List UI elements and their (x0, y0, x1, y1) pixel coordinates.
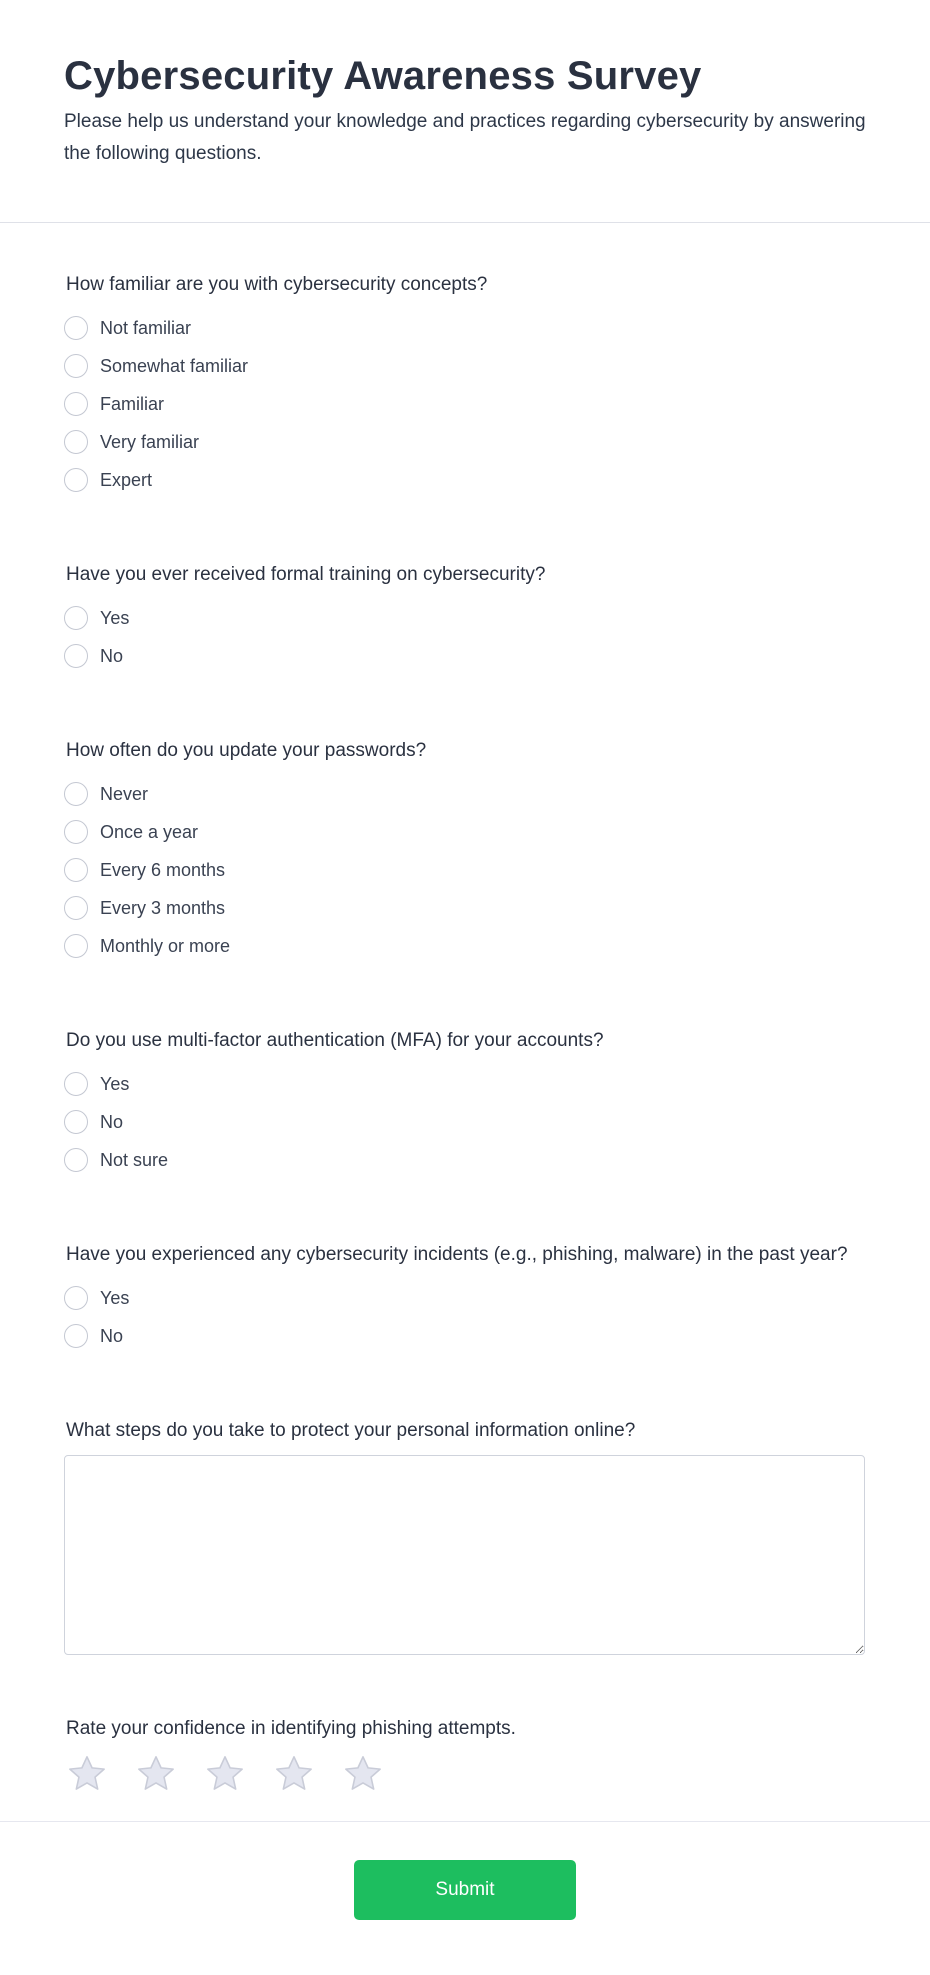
form-footer (0, 1821, 930, 1971)
radio-button[interactable] (64, 1324, 88, 1348)
star-rating (64, 1753, 866, 1795)
radio-group (64, 1279, 866, 1355)
star-icon[interactable] (204, 1753, 246, 1795)
option-label: Yes (100, 1287, 130, 1308)
option-label: Very familiar (100, 431, 200, 452)
radio-button[interactable] (64, 858, 88, 882)
question-label: Do you use multi-factor authentication (MFA) for your accounts? (66, 1030, 604, 1051)
question-mfa (64, 965, 866, 1179)
submit-button[interactable]: Submit (354, 1860, 576, 1920)
radio-option[interactable] (64, 927, 866, 965)
radio-option[interactable] (64, 385, 866, 423)
option-label: Once a year (100, 821, 199, 842)
radio-group (64, 775, 866, 965)
question-label: Have you experienced any cybersecurity incidents (e.g., phishing, malware) in the past year? (66, 1244, 848, 1265)
radio-option[interactable] (64, 1279, 866, 1317)
radio-option[interactable] (64, 347, 866, 385)
option-label: Not sure (100, 1149, 169, 1170)
option-label: No (100, 1111, 124, 1132)
star-icon[interactable] (135, 1753, 177, 1795)
radio-button[interactable] (64, 644, 88, 668)
radio-option[interactable] (64, 1141, 866, 1179)
question-label: How familiar are you with cybersecurity concepts? (66, 274, 488, 295)
radio-option[interactable] (64, 599, 866, 637)
option-label: Not familiar (100, 317, 192, 338)
radio-option[interactable] (64, 461, 866, 499)
radio-option[interactable] (64, 813, 866, 851)
star-icon[interactable] (66, 1753, 108, 1795)
option-label: Yes (100, 607, 130, 628)
radio-button[interactable] (64, 468, 88, 492)
radio-button[interactable] (64, 820, 88, 844)
radio-group (64, 1065, 866, 1179)
radio-button[interactable] (64, 316, 88, 340)
radio-button[interactable] (64, 1286, 88, 1310)
star-icon[interactable] (273, 1753, 315, 1795)
option-label: No (100, 1325, 124, 1346)
option-label: Expert (100, 469, 153, 490)
question-label: Rate your confidence in identifying phishing attempts. (66, 1718, 516, 1739)
radio-option[interactable] (64, 637, 866, 675)
page-title: Cybersecurity Awareness Survey (64, 54, 702, 98)
option-label: No (100, 645, 124, 666)
radio-group (64, 599, 866, 675)
question-password-updates (64, 675, 866, 965)
question-protection-steps (64, 1355, 866, 1655)
survey-form (0, 223, 930, 1795)
radio-option[interactable] (64, 775, 866, 813)
radio-button[interactable] (64, 782, 88, 806)
radio-group (64, 309, 866, 499)
radio-button[interactable] (64, 896, 88, 920)
radio-option[interactable] (64, 1317, 866, 1355)
radio-option[interactable] (64, 1103, 866, 1141)
radio-button[interactable] (64, 1110, 88, 1134)
protection-steps-textarea[interactable] (64, 1455, 865, 1655)
option-label: Yes (100, 1073, 130, 1094)
page-description: Please help us understand your knowledge and practices regarding cybersecurity by answering the following questions. (64, 111, 866, 164)
option-label: Never (100, 783, 149, 804)
radio-button[interactable] (64, 1072, 88, 1096)
radio-option[interactable] (64, 423, 866, 461)
radio-option[interactable] (64, 889, 866, 927)
star-icon[interactable] (342, 1753, 384, 1795)
radio-button[interactable] (64, 606, 88, 630)
radio-option[interactable] (64, 309, 866, 347)
radio-button[interactable] (64, 430, 88, 454)
option-label: Every 3 months (100, 897, 226, 918)
radio-option[interactable] (64, 851, 866, 889)
question-training (64, 499, 866, 675)
option-label: Familiar (100, 393, 165, 414)
question-incidents (64, 1179, 866, 1355)
question-label: Have you ever received formal training on cybersecurity? (66, 564, 546, 585)
radio-button[interactable] (64, 392, 88, 416)
option-label: Every 6 months (100, 859, 226, 880)
question-phishing-confidence (64, 1655, 866, 1795)
survey-header (0, 0, 930, 223)
radio-option[interactable] (64, 1065, 866, 1103)
radio-button[interactable] (64, 934, 88, 958)
radio-button[interactable] (64, 354, 88, 378)
radio-button[interactable] (64, 1148, 88, 1172)
question-familiarity (64, 223, 866, 499)
question-label: What steps do you take to protect your personal information online? (66, 1420, 636, 1441)
question-label: How often do you update your passwords? (66, 740, 427, 761)
option-label: Somewhat familiar (100, 355, 249, 376)
option-label: Monthly or more (100, 935, 231, 956)
